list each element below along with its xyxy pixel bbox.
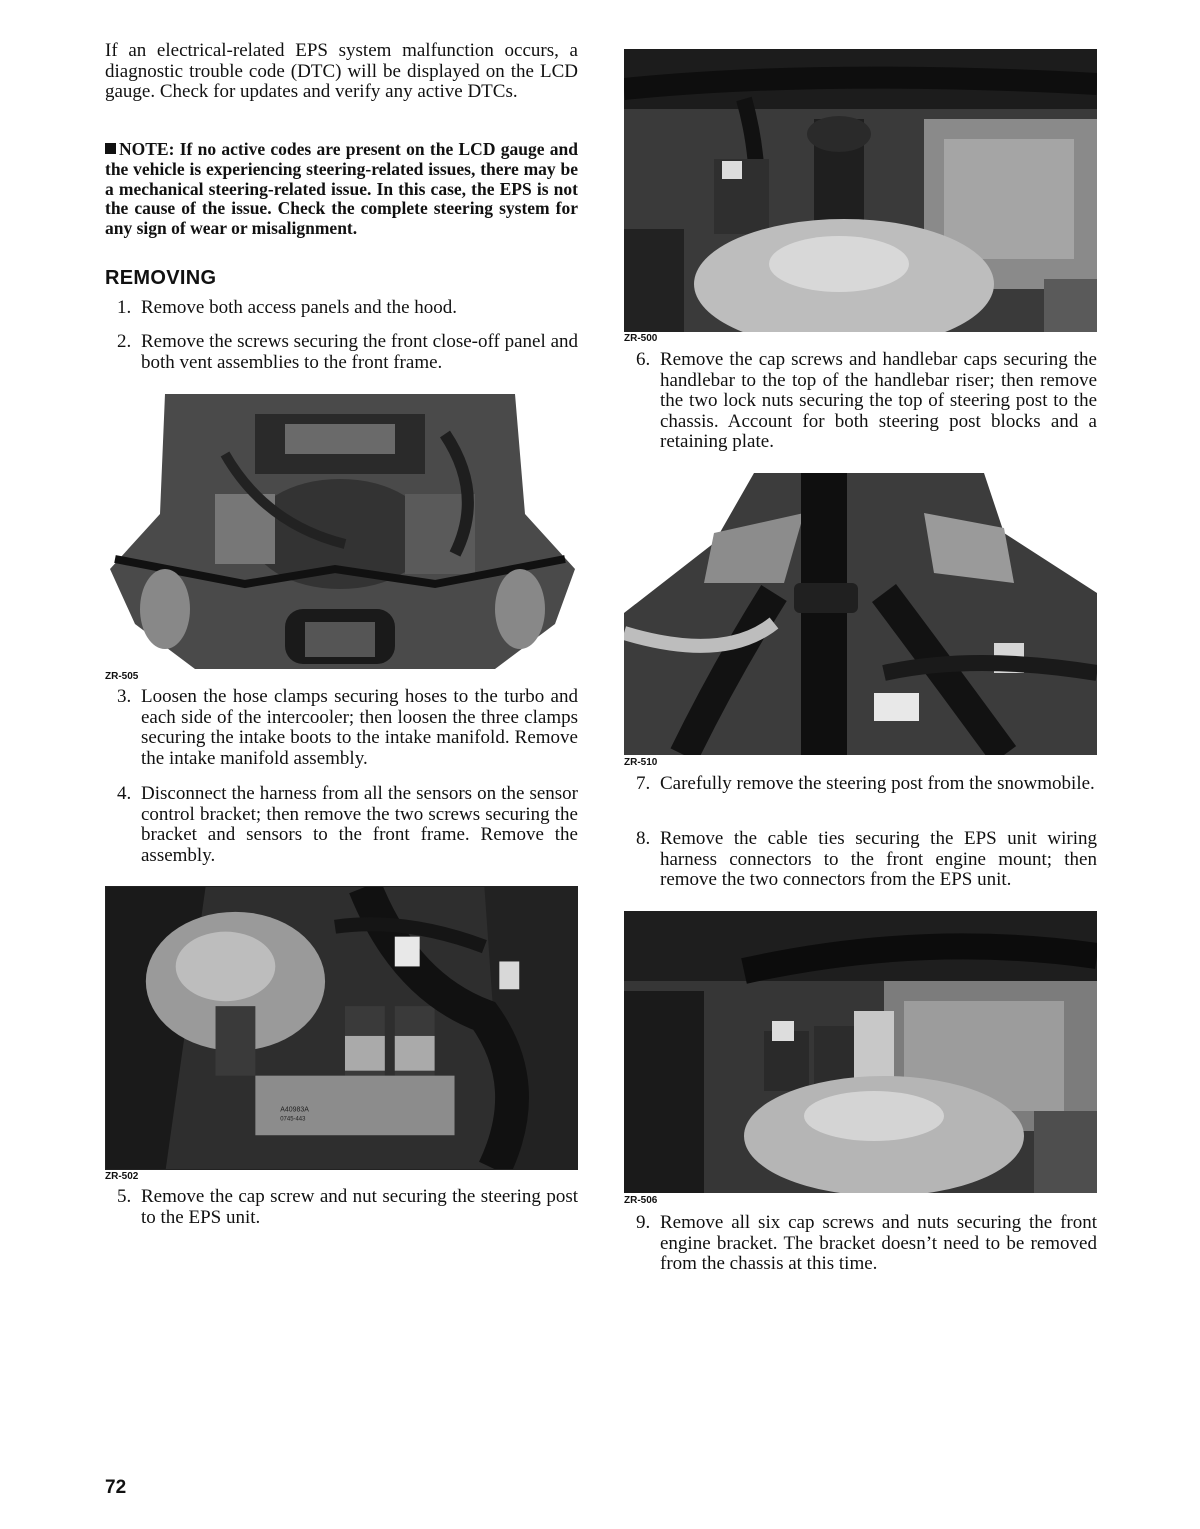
- figure-zr510-photo: [624, 473, 1097, 755]
- figure-zr500-caption: ZR-500: [624, 333, 658, 344]
- figure-zr510-caption: ZR-510: [624, 757, 658, 768]
- intro-paragraph: If an electrical-related EPS system malfunction occurs, a diagnostic trouble code (DTC) will be displayed on the LCD gauge. Check for updates and verify any active DTCs.: [105, 40, 578, 102]
- step-8: [624, 829, 1097, 891]
- step-text: Remove both access panels and the hood.: [141, 297, 458, 318]
- figure-zr506-photo: [624, 911, 1097, 1193]
- step-4: [105, 784, 578, 866]
- step-text: Remove the cable ties securing the EPS unit wiring harness connectors to the front engine mount; then remove the two connectors from the EPS unit.: [660, 828, 1097, 890]
- step-1: [105, 298, 578, 319]
- figure-zr502-caption: ZR-502: [105, 1171, 139, 1182]
- note-square-icon: [105, 143, 116, 154]
- step-text: Remove the cap screw and nut securing the steering post to the EPS unit.: [141, 1186, 578, 1228]
- step-text: Disconnect the harness from all the sensors on the sensor control bracket; then remove the two screws securing the bracket and sensors to the front frame. Remove the assembly.: [141, 783, 578, 866]
- figure-zr500-photo: [624, 49, 1097, 332]
- step-text: Loosen the hose clamps securing hoses to the turbo and each side of the intercooler; then loosen the three clamps securing the intake boots to the intake manifold. Remove the intake manifold assembly.: [141, 686, 578, 769]
- figure-zr502-photo: [105, 886, 578, 1170]
- part-label-line2: 0745-443: [280, 1116, 306, 1123]
- note-text: NOTE: If no active codes are present on the LCD gauge and the vehicle is experiencing steering-related issues, there may be a mechanical steering-related issue. In this case, the EPS is not the cause of the issue. Check the complete steering system for any sign of wear or misalignment.: [105, 139, 578, 239]
- step-6: [624, 350, 1097, 453]
- page-number: 72: [105, 1477, 127, 1498]
- step-2: [105, 332, 578, 373]
- step-number: 4.: [117, 783, 132, 804]
- step-5: [105, 1187, 578, 1228]
- part-label-line1: A40983A: [280, 1106, 309, 1114]
- step-number: 1.: [117, 297, 132, 318]
- step-text: Remove all six cap screws and nuts securing the front engine bracket. The bracket doesn’t need to be removed from the chassis at this time.: [660, 1212, 1097, 1274]
- step-number: 8.: [636, 828, 651, 849]
- figure-zr505-caption: ZR-505: [105, 671, 139, 682]
- step-text: Carefully remove the steering post from the snowmobile.: [660, 773, 1095, 794]
- note-paragraph: [105, 140, 578, 239]
- section-heading: REMOVING: [105, 267, 217, 289]
- step-number: 2.: [117, 331, 132, 352]
- figure-zr506-caption: ZR-506: [624, 1195, 658, 1206]
- step-number: 7.: [636, 773, 651, 794]
- step-text: Remove the screws securing the front close-off panel and both vent assemblies to the front frame.: [141, 331, 578, 373]
- step-9: [624, 1213, 1097, 1275]
- step-number: 9.: [636, 1212, 651, 1233]
- step-number: 6.: [636, 349, 651, 370]
- step-3: [105, 687, 578, 769]
- step-number: 5.: [117, 1186, 132, 1207]
- step-number: 3.: [117, 686, 132, 707]
- step-text: Remove the cap screws and handlebar caps securing the handlebar to the top of the handlebar riser; then remove the two lock nuts securing the top of steering post to the chassis. Account for both steering post blocks and a retaining plate.: [660, 349, 1097, 452]
- figure-zr505-photo: [105, 394, 578, 669]
- step-7: [624, 774, 1097, 795]
